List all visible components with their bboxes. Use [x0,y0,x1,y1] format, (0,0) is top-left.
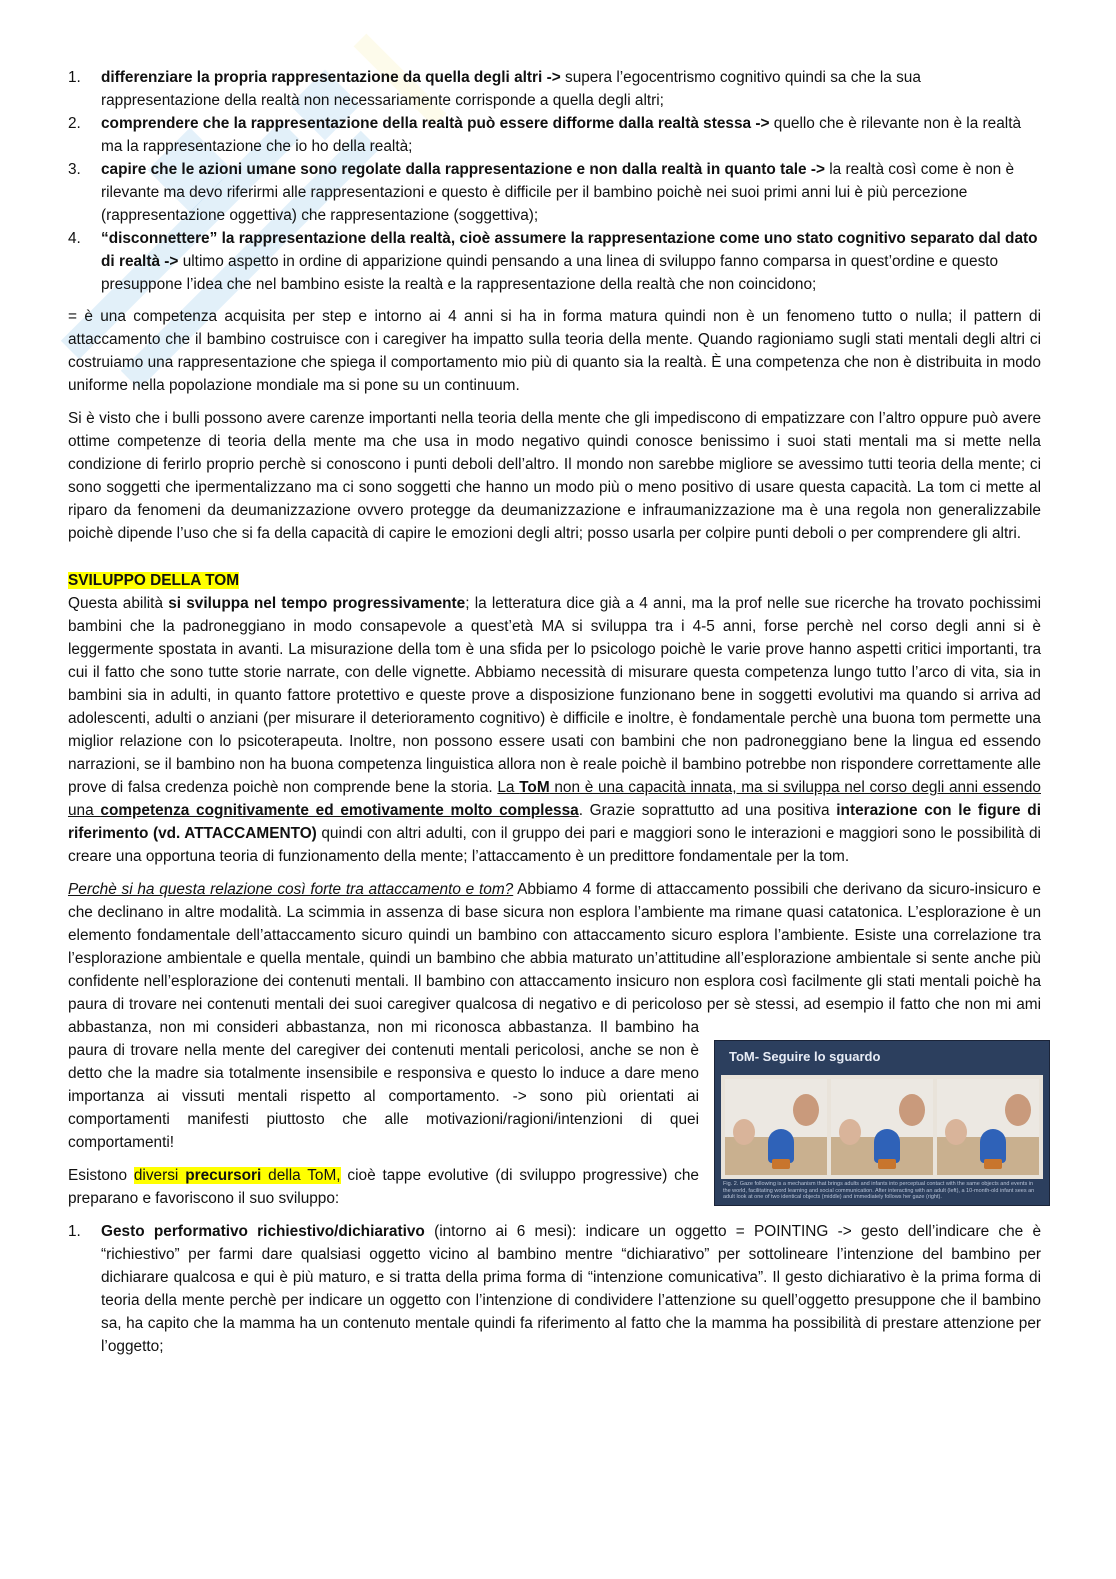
text-span: . Grazie soprattutto ad una positiva [578,802,837,819]
list-item-bold: capire che le azioni umane sono regolate dalla rappresentazione e non dalla realtà in quanto tale -> [101,161,825,178]
text-span: cioè tappe evolutive (di sviluppo progressive) che preparano e favoriscono il suo sviluppo: [68,1167,699,1207]
highlight-span: diversi [133,1167,186,1184]
list-item [68,227,1041,296]
text-span: Esistono [68,1167,134,1184]
underlined-bold-span: competenza cognitivamente ed emotivamente molto complessa [100,802,579,819]
paragraph-bulli: Si è visto che i bulli possono avere carenze importanti nella teoria della mente che gli impediscono di empatizzare con l’altro oppure può avere ottime competenze di teoria della mente ma che usa in modo negativo quindi conosce benissimo i suoi stati mentali ma si mette nella condizione di ferirlo proprio perchè si conoscono i punti deboli dell’altro. Il mondo non sarebbe migliore se avessimo tutti teoria della mente; ci sono soggetti che ipermentalizzano ma ci sono soggetti che hanno un modo più o meno positivo di usare questa capacità. La tom ci mette al riparo da fenomeni da deumanizzazione ovvero protegge da deumanizzazione e infraumanizzazione ma è una regola non generalizzabile poichè dipende l’uso che si fa della capacità di capire le emozioni degli altri; posso usarla per colpire punti deboli o per comprendere gli altri. [68,410,1041,542]
section-heading-text: SVILUPPO DELLA TOM [68,572,240,589]
text-span: ; la letteratura dice già a 4 anni, ma la prof nelle sue ricerche ha trovato pochissimi bambini che la padroneggiano in modo consapevole a quest’età MA si sviluppa tra i 4-5 anni, forse perchè nel corso degli anni si è leggermente spostata in avanti. La misurazione della tom è una sfida per lo psicologo poichè le varie prove hanno aspetti critici importanti, tra cui il fatto che sono tutte storie narrate, con delle vignette. Abbiamo necessità di misurare questa competenza lungo tutto l’arco di vita, sia in bambini sia in adulti, in quanto fattore protettivo e queste prove a disposizione funzionano bene in soggetti evolutivi ma quando si arriva ad adolescenti, adulti o anziani (per misurare il deterioramento cognitivo) è difficile e inoltre, è fondamentale perchè una buona tom permette una miglior relazione con lo psicoterapeuta. Inoltre, non possono essere usati con bambini che non padroneggiano bene la lingua ed essendo narrazioni, se il bambino non ha buona competenza linguistica allora non è reale poichè il bambino potrebbe non rispondere correttamente alle prove di falsa credenza poichè non comprende bene la storia. [68,595,1041,796]
paragraph-competenza: = è una competenza acquisita per step e intorno ai 4 anni si ha in forma matura quindi non è un fenomeno tutto o nulla; il pattern di attaccamento che il bambino costruisce con i caregiver ha impatto sulla teoria della mente. Quando ragioniamo sugli stati mentali degli altri ci costruiamo una rappresentazione che spiega il comportamento mio più di quanto sia la realtà. È una competenza che non è distribuita in modo uniforme nella popolazione mondiale ma si pone su un continuum. [68,308,1041,394]
underlined-bold-span: ToM [519,779,550,796]
list-item-text: (intorno ai 6 mesi): indicare un oggetto = POINTING -> gesto dell’indicare che è “richiestivo” per farmi dare qualsiasi oggetto vicino al bambino mentre “dichiarativo” per sottolineare l’intenzione del bambino per dichiarare qualcosa e qui è più maturo, e si tratta della prima forma di “intenzione comunicativa”. Il gesto dichiarativo è la prima forma di teoria della mente perchè per indicare un oggetto con l’intenzione di condividere l’attenzione su quell’oggetto presuppone che il bambino sa, ha capito che la mamma ha un contenuto mentale quindi fa riferimento al fatto che la mamma ha possibilità di prestare attenzione per l’oggetto; [101,1223,1042,1355]
numbered-list-precursori [68,1220,1041,1358]
numbered-list-tom-steps [68,66,1041,296]
list-number: 3. [68,161,81,178]
list-number: 1. [68,1223,81,1240]
photo-panel [831,1079,933,1175]
list-item [68,1220,1041,1358]
figure-gaze-following [714,1040,1050,1206]
list-item [68,66,1041,112]
list-item [68,158,1041,227]
section-heading [68,569,1041,592]
text-span: quindi con altri adulti, con il gruppo dei pari e maggiori sono le interazioni e maggiori sono le possibilità di creare una opportuna teoria di funzionamento della mente; l’attaccamento è un predittore fondamentale per la tom. [68,825,1041,865]
list-item-bold: differenziare la propria rappresentazione da quella degli altri -> [101,69,561,86]
list-item [68,112,1041,158]
underlined-span: non è una capacità innata, ma si sviluppa nel corso degli anni essendo una [68,779,1041,819]
figure-caption: Fig. 2. Gaze following is a mechanism that brings adults and infants into perceptual contact with the same objects and events in the world, facilitating word learning and social communication. After interacting with an adult (left), a 10-month-old infant sees an adult look at one of two identical objects (middle) and immediately follows her gaze (right). [723,1181,1035,1200]
paragraph-sviluppo [68,592,1041,868]
bold-span: si sviluppa nel tempo progressivamente [168,595,466,612]
bold-span: interazione con le figure di riferimento (vd. ATTACCAMENTO) [68,802,1041,842]
list-item-bold: comprendere che la rappresentazione della realtà può essere difforme dalla realtà stessa -> [101,115,770,132]
list-item-bold: “disconnettere” la rappresentazione della realtà, cioè assumere la rappresentazione come uno stato cognitivo separato dal dato di realtà -> [101,230,1038,270]
figure-photos [721,1075,1043,1179]
question-span: Perchè si ha questa relazione così forte tra attaccamento e tom? [68,881,514,898]
list-number: 2. [68,115,81,132]
list-item-bold: Gesto performativo richiestivo/dichiarativo [101,1223,425,1240]
highlight-span: della ToM, [261,1167,341,1184]
photo-panel [725,1079,827,1175]
list-number: 1. [68,69,81,86]
list-item-text: supera l’egocentrismo cognitivo quindi sa che la sua rappresentazione della realtà non necessariamente corrisponde a quella degli altri; [101,69,921,109]
list-item-text: ultimo aspetto in ordine di apparizione quindi pensando a una linea di sviluppo fanno comparsa in quest’ordine e questo presuppone l’idea che nel bambino esiste la realtà e la rappresentazione della realtà che non coincidono; [101,253,999,293]
list-item-text: quello che è rilevante non è la realtà ma la rappresentazione che io ho della realtà; [101,115,1022,155]
underlined-span: La [497,779,520,796]
highlight-bold-span: precursori [185,1167,262,1184]
photo-panel [937,1079,1039,1175]
list-number: 4. [68,230,81,247]
text-span: Abbiamo 4 forme di attaccamento possibili che derivano da sicuro-insicuro e che declinano in altre modalità. La scimmia in assenza di base sicura non esplora l’ambiente ma rimane quasi catatonica. L’esplorazione è un elemento fondamentale dell’attaccamento sicuro quindi un bambino con attaccamento sicuro esplora l’ambiente. Esiste una correlazione tra l’esplorazione ambientale e quella mentale, quindi un bambino che abbia maturato un’attitudine all’esplorazione ambientale si sente anche più confidente nell’esplorazione dei contenuti mentali. Il bambino con attaccamento insicuro non esplora così facilmente gli stati mentali poichè ha paura di trovare nei contenuti mentali dei suoi caregiver qualcosa di negativo e di pericoloso per sè stessi, ad esempio il fatto che non mi ami abbastanza, non mi consideri abbastanza, non mi riconosca abbastanza. Il bambino ha paura di trovare nella mente del caregiver dei contenuti mentali pericolosi, anche se non è detto che la madre sia totalmente insensibile e responsiva e questo lo induce a dare meno importanza ai vissuti mentali rispetto al comportamento. -> sono più orientati ai comportamenti manifesti piuttosto che alle motivazioni/ragioni/intenzioni di quei comportamenti! [68,881,1041,1151]
list-item-text: la realtà così come è non è rilevante ma devo riferirmi alle rappresentazioni e questo è difficile per il bambino poichè nei suoi primi anni lui è più percezione (rappresentazione oggettiva) che rappresentazione (soggettiva); [101,161,1015,224]
figure-title: ToM- Seguire lo sguardo [729,1049,881,1064]
text-span: Questa abilità [68,595,169,612]
